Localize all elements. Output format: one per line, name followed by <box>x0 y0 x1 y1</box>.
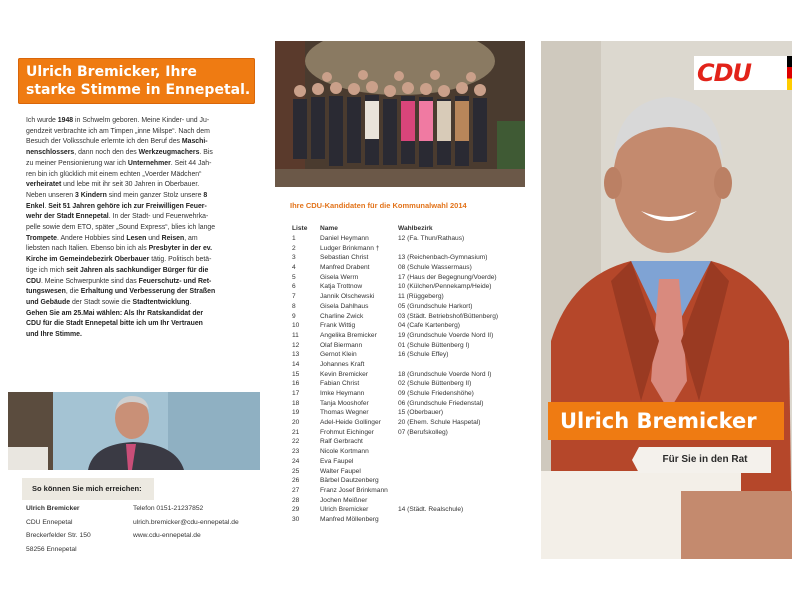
table-row <box>292 505 518 515</box>
candidate-district <box>398 496 518 506</box>
bio-line <box>26 234 258 245</box>
candidate-district: 16 (Schule Effey) <box>398 351 449 359</box>
bio-highlight: Enkel <box>26 202 45 210</box>
candidate-district <box>398 437 518 447</box>
cdu-logo-text: CDU <box>697 59 752 87</box>
bio-highlight: Kirche im Gemeindebezirk Oberbauer <box>26 256 150 264</box>
candidate-district <box>398 457 518 467</box>
candidate-name-cell: Ulrich Bremicker <box>320 506 369 514</box>
candidate-list-number: 30 <box>292 515 300 523</box>
contact-organization: CDU Ennepetal <box>26 518 73 526</box>
bio-line <box>26 137 258 148</box>
candidate-district <box>398 476 518 486</box>
candidate-district: 03 (Städt. Betriebshof/Büttenberg) <box>398 312 499 320</box>
column-header-liste: Liste <box>292 225 308 232</box>
bio-text: sind mein ganzer Stolz unsere <box>106 191 204 199</box>
table-row <box>292 496 518 506</box>
candidate-name-cell: Adel-Heide Gollinger <box>320 419 381 427</box>
candidate-name-cell: Franz Josef Brinkmann <box>320 486 388 494</box>
candidate-list-number: 14 <box>292 360 300 368</box>
bio-highlight: und Ihre Stimme. <box>26 331 82 339</box>
candidate-name: Ulrich Bremicker <box>560 409 757 433</box>
bio-highlight: wehr der Stadt Ennepetal <box>26 213 109 221</box>
bio-text: ren bin ich glücklich mit einem echten „Voerder Mädchen“ <box>26 170 202 178</box>
candidate-district: 01 (Schule Büttenberg I) <box>398 341 470 349</box>
candidate-list-number: 20 <box>292 419 300 427</box>
group-photo-illustration <box>275 41 525 187</box>
candidate-district: 13 (Reichenbach-Gymnasium) <box>398 254 488 262</box>
candidate-name-cell: Bärbel Dautzenberg <box>320 477 379 485</box>
candidate-list-number: 29 <box>292 506 300 514</box>
bio-text: . <box>44 202 49 210</box>
candidate-district: 09 (Schule Friedenshöhe) <box>398 390 474 397</box>
bio-line <box>26 127 258 138</box>
candidate-name-cell: Sebastian Christ <box>320 254 369 262</box>
bio-text: , am <box>184 234 198 242</box>
cdu-logo <box>694 56 792 90</box>
headline-line-2: starke Stimme in Ennepetal. <box>26 82 251 98</box>
bio-line <box>26 287 258 298</box>
candidate-list-number: 7 <box>292 293 296 301</box>
candidate-table-header <box>292 223 518 234</box>
candidate-list-number: 4 <box>292 264 296 272</box>
bio-line <box>26 212 258 223</box>
bio-highlight: CDU <box>26 277 41 285</box>
candidate-district: 02 (Schule Büttenberg II) <box>398 380 472 388</box>
candidate-list-number: 19 <box>292 409 300 417</box>
bio-highlight: Maschi- <box>181 138 208 146</box>
candidate-portrait <box>541 41 792 559</box>
candidate-list-number: 15 <box>292 370 300 378</box>
table-row <box>292 399 518 409</box>
candidate-name-cell: Manfred Möllenberg <box>320 515 379 523</box>
candidate-list-number: 21 <box>292 428 300 436</box>
candidate-name-cell: Katja Trottnow <box>320 283 363 291</box>
table-row <box>292 302 518 312</box>
headline-banner <box>18 58 255 104</box>
candidate-list-number: 27 <box>292 486 300 494</box>
candidate-district <box>398 467 518 477</box>
table-row <box>292 486 518 496</box>
candidate-name-cell: Nicole Kortmann <box>320 448 369 456</box>
candidate-district: 18 (Grundschule Voerde Nord I) <box>398 370 492 378</box>
candidate-name-banner <box>548 402 784 440</box>
group-photo <box>275 41 525 187</box>
candidate-district <box>398 515 518 525</box>
candidate-district: 14 (Städt. Realschule) <box>398 506 464 514</box>
candidate-name-cell: Olaf Biermann <box>320 341 363 349</box>
bio-text: Besuch der Volksschule erlernte ich den Beruf des <box>26 138 182 146</box>
contact-street: Breckerfelder Str. 150 <box>26 532 91 539</box>
candidate-name-cell: Jannik Olschewski <box>320 293 375 301</box>
contact-heading: So können Sie mich erreichen: <box>22 478 154 500</box>
bio-text: , die <box>65 288 81 296</box>
bio-highlight: 1948 <box>57 117 74 124</box>
biography-text <box>26 116 258 341</box>
bio-line <box>26 170 258 181</box>
bio-text: in Schwelm geboren. Meine Kinder- und Ju- <box>73 117 210 124</box>
contact-phone: Telefon 0151-21237852 <box>133 505 204 512</box>
candidate-district <box>398 447 518 457</box>
table-row <box>292 253 518 263</box>
bio-highlight: Erhaltung und Verbesserung der Straßen <box>80 288 216 296</box>
candidate-district: 05 (Grundschule Harkort) <box>398 302 473 310</box>
bio-text: , dann noch den des <box>74 149 139 157</box>
bio-highlight: seit Jahren als sachkundiger Bürger für die <box>66 266 209 274</box>
table-row <box>292 457 518 467</box>
candidate-name-cell: Fabian Christ <box>320 380 360 388</box>
bio-text: . <box>189 298 192 306</box>
candidate-list-number: 9 <box>292 312 296 320</box>
candidate-name-cell: Thomas Wegner <box>320 409 369 417</box>
candidate-list-number: 2 <box>292 244 296 252</box>
bio-line <box>26 244 258 255</box>
contact-city: 58256 Ennepetal <box>26 545 77 553</box>
candidate-list-number: 26 <box>292 477 300 485</box>
bio-text: . Seit 44 Jah- <box>170 159 212 167</box>
candidate-list-number: 6 <box>292 283 296 291</box>
candidate-name-cell: Gisela Dahlhaus <box>320 302 369 310</box>
portrait-photo-small <box>8 392 260 470</box>
bio-text: und lebe mit ihr seit 30 Jahren in Oberbauer. <box>61 181 200 189</box>
bio-line <box>26 266 258 277</box>
table-row <box>292 282 518 292</box>
candidate-name-cell: Angelika Bremicker <box>320 331 377 339</box>
bio-highlight: Presbyter in der ev. <box>148 245 213 253</box>
table-row <box>292 370 518 380</box>
candidate-district: 08 (Schule Wassermaus) <box>398 264 472 272</box>
candidate-list-number: 3 <box>292 254 296 262</box>
candidate-district: 11 (Rüggeberg) <box>398 293 444 301</box>
candidate-name-cell: Gernot Klein <box>320 351 357 359</box>
candidate-district: 12 (Fa. Thun/Rathaus) <box>398 235 465 242</box>
bio-highlight: Werkzeugmachers <box>138 149 200 157</box>
candidate-district: 10 (Külchen/Pennekamp/Heide) <box>398 283 492 291</box>
candidate-list-number: 10 <box>292 322 300 330</box>
table-row <box>292 379 518 389</box>
contact-email-link[interactable]: ulrich.bremicker@cdu-ennepetal.de <box>133 518 239 526</box>
table-row <box>292 437 518 447</box>
bio-highlight: Lesen <box>126 234 147 242</box>
candidate-district <box>398 360 518 370</box>
table-row <box>292 244 518 254</box>
column-header-name: Name <box>320 225 338 232</box>
table-row <box>292 331 518 341</box>
column-header-wahlbezirk: Wahlbezirk <box>398 225 433 232</box>
bio-line <box>26 223 258 234</box>
candidate-name-cell: Ludger Brinkmann † <box>320 244 380 252</box>
bio-text: . In der Stadt- und Feuerwehrka- <box>108 213 209 221</box>
contact-website-link[interactable]: www.cdu-ennepetal.de <box>133 532 201 539</box>
candidate-name-cell: Tanja Mooshofer <box>320 399 369 407</box>
candidate-district: 07 (Berufskolleg) <box>398 428 448 436</box>
candidate-list-number: 25 <box>292 467 300 475</box>
bio-highlight: 8 <box>203 191 208 199</box>
bio-highlight: Reisen <box>161 234 185 242</box>
contact-address <box>26 502 91 556</box>
bio-highlight: 3 Kindern <box>75 191 107 199</box>
bio-text: pelle sowie dem ETO, später „Sound Express“, blies ich lange <box>26 224 216 232</box>
candidate-district: 17 (Haus der Begegnung/Voerde) <box>398 273 497 281</box>
bio-highlight: und Gebäude <box>26 298 71 306</box>
table-row <box>292 273 518 283</box>
candidate-table-body <box>292 234 518 525</box>
candidate-name-cell: Eva Faupel <box>320 457 354 465</box>
candidate-district: 15 (Oberbauer) <box>398 409 444 417</box>
candidate-name-cell: Kevin Bremicker <box>320 370 369 378</box>
candidate-name-cell: Frank Wittig <box>320 322 356 330</box>
candidate-district: 19 (Grundschule Voerde Nord II) <box>398 331 494 339</box>
table-row <box>292 408 518 418</box>
bio-highlight: Gehen Sie am 25.Mai wählen: Als Ihr Ratskandidat der <box>26 309 204 317</box>
bio-highlight: Feuerschutz- und Ret- <box>138 277 212 285</box>
bio-line <box>26 191 258 202</box>
bio-line <box>26 202 258 213</box>
candidate-list-number: 23 <box>292 448 300 456</box>
bio-highlight: Stadtentwicklung <box>132 298 190 306</box>
bio-text: Ich wurde <box>26 117 58 124</box>
table-row <box>292 476 518 486</box>
table-row <box>292 515 518 525</box>
bio-line <box>26 319 258 330</box>
bio-line <box>26 148 258 159</box>
candidate-district: 04 (Cafe Kartenberg) <box>398 322 460 330</box>
bio-text: tige ich mich <box>26 266 67 274</box>
candidate-list-number: 8 <box>292 302 296 310</box>
candidate-list-number: 12 <box>292 341 300 349</box>
bio-text: der Stadt sowie die <box>70 298 133 306</box>
candidate-list-number: 18 <box>292 399 300 407</box>
table-row <box>292 428 518 438</box>
left-panel <box>8 44 260 564</box>
bio-line <box>26 116 258 127</box>
candidate-name-cell: Johannes Kraft <box>320 360 365 368</box>
bio-highlight: Unternehmer <box>127 159 171 167</box>
candidate-name-cell: Imke Heymann <box>320 390 365 397</box>
table-row <box>292 447 518 457</box>
candidate-name-cell: Charline Zwick <box>320 312 364 320</box>
table-row <box>292 234 518 244</box>
bio-text: . Bis <box>199 149 213 157</box>
candidate-list-number: 16 <box>292 380 300 388</box>
candidate-district <box>398 486 518 496</box>
candidate-district: 20 (Ehem. Schule Haspetal) <box>398 419 481 427</box>
candidate-name-cell: Ralf Gerbracht <box>320 438 363 446</box>
headline-line-1: Ulrich Bremicker, Ihre <box>26 64 197 80</box>
bio-text: gendzeit verbrachte ich am Timpen „inne Milspe“. Nach dem <box>26 127 210 135</box>
portrait-illustration-small <box>8 392 260 470</box>
bio-text: tätig. Politisch betä- <box>149 256 212 264</box>
table-row <box>292 418 518 428</box>
table-row <box>292 389 518 399</box>
contact-name: Ulrich Bremicker <box>26 505 80 512</box>
bio-highlight: verheiratet <box>26 181 62 189</box>
candidate-name-cell: Manfred Drabent <box>320 264 370 272</box>
bio-highlight: Trompete <box>26 234 58 242</box>
bio-line <box>26 298 258 309</box>
bio-text: und <box>146 234 162 242</box>
contact-details <box>133 502 239 543</box>
table-row <box>292 321 518 331</box>
candidate-district <box>398 244 518 254</box>
cover-panel <box>541 41 792 559</box>
candidate-list-number: 28 <box>292 496 300 504</box>
table-row <box>292 467 518 477</box>
candidate-table <box>292 223 518 525</box>
bio-line <box>26 330 258 341</box>
candidate-list-number: 5 <box>292 273 296 281</box>
bio-text: . Andere Hobbies sind <box>57 234 127 242</box>
table-row <box>292 263 518 273</box>
candidate-list-number: 22 <box>292 438 300 446</box>
bio-highlight: tungswesen <box>26 288 66 296</box>
candidate-name-cell: Jochen Meißner <box>320 496 368 504</box>
candidate-list-number: 13 <box>292 351 300 359</box>
bio-line <box>26 180 258 191</box>
bio-line <box>26 277 258 288</box>
german-flag-icon <box>787 56 792 90</box>
bio-text: . Meine Schwerpunkte sind das <box>40 277 139 285</box>
bio-text: Neben unseren <box>26 191 76 199</box>
candidate-name-cell: Frohmut Eichinger <box>320 428 374 436</box>
table-row <box>292 341 518 351</box>
bio-line <box>26 255 258 266</box>
tagline-badge: Für Sie in den Rat <box>639 447 771 473</box>
candidate-list-number: 24 <box>292 457 300 465</box>
bio-line <box>26 309 258 320</box>
bio-highlight: nenschlossers <box>26 149 75 157</box>
table-row <box>292 350 518 360</box>
candidate-list-number: 1 <box>292 235 296 242</box>
candidate-list-title: Ihre CDU-Kandidaten für die Kommunalwahl 2014 <box>290 201 467 210</box>
bio-line <box>26 159 258 170</box>
table-row <box>292 360 518 370</box>
bio-highlight: Seit 51 Jahren gehöre ich zur Freiwilligen Feuer- <box>48 202 207 210</box>
candidate-list-number: 11 <box>292 331 299 339</box>
candidate-district: 06 (Grundschule Friedenstal) <box>398 399 484 407</box>
candidate-name-cell: Walter Faupel <box>320 467 361 475</box>
table-row <box>292 292 518 302</box>
candidate-name-cell: Gisela Werrn <box>320 273 359 281</box>
candidate-name-cell: Daniel Heymann <box>320 235 369 242</box>
candidate-list-number: 17 <box>292 390 300 397</box>
bio-text: liebsten nach Italien. Ebenso bin ich als <box>26 245 149 253</box>
table-row <box>292 312 518 322</box>
bio-text: zu meiner Pensionierung war ich <box>26 159 128 167</box>
bio-highlight: CDU für die Stadt Ennepetal bitte ich um Ihr Vertrauen <box>26 320 203 328</box>
